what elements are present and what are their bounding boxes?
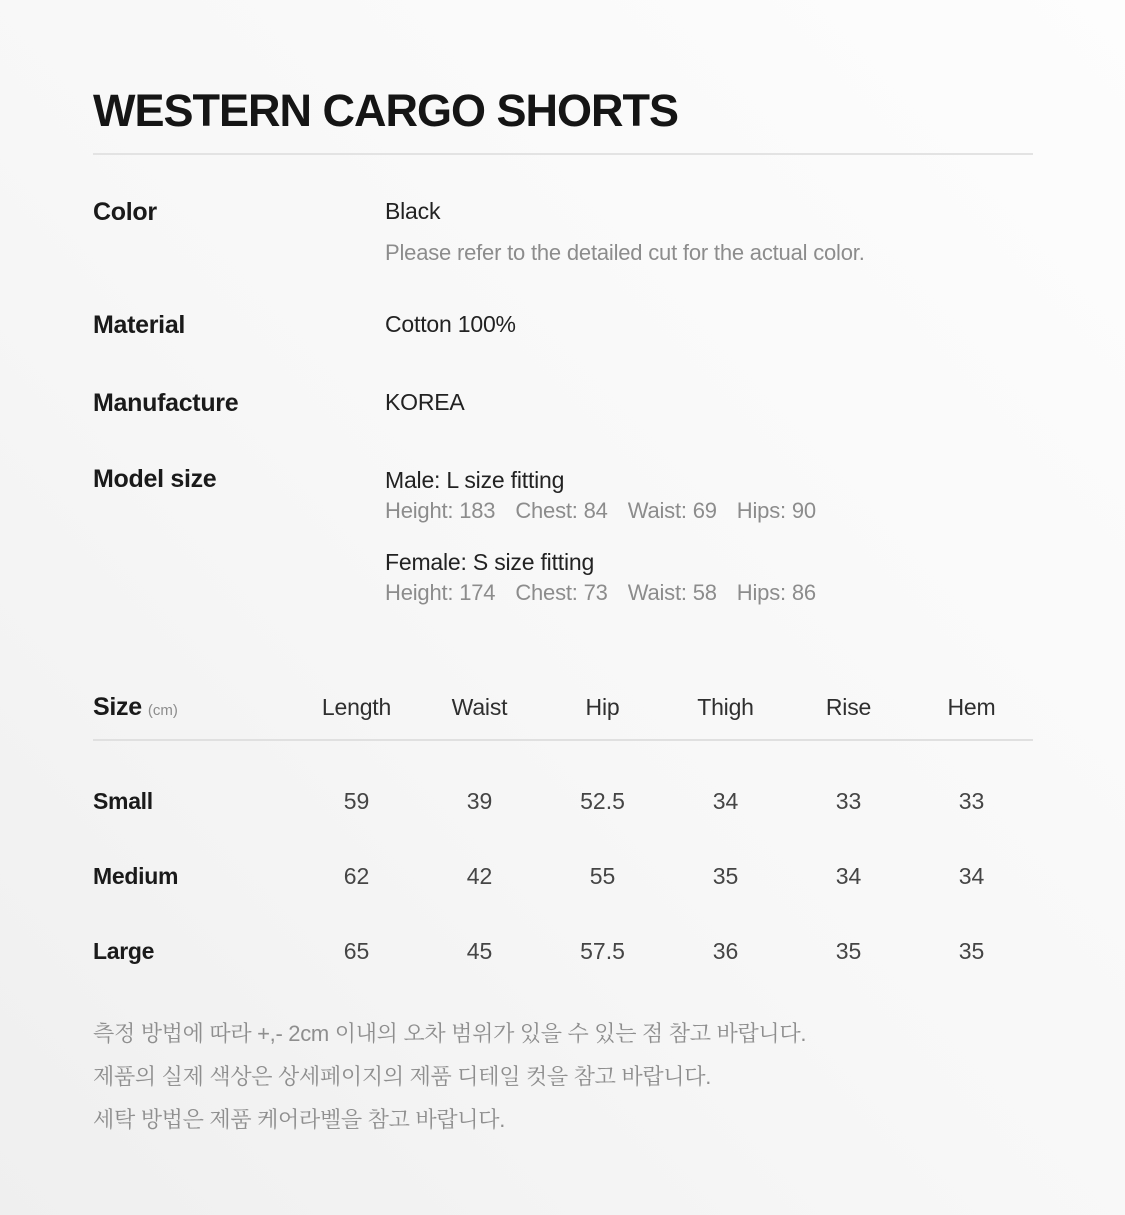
table-row-medium xyxy=(93,862,1033,890)
color-value-group xyxy=(385,197,1033,266)
male-measurements xyxy=(385,496,1033,526)
medium-hip: 55 xyxy=(589,863,616,889)
title-divider xyxy=(93,153,1033,155)
male-model-block xyxy=(385,464,1033,526)
medium-waist: 42 xyxy=(466,863,493,889)
manufacture-value: KOREA xyxy=(385,389,465,415)
large-rise: 35 xyxy=(835,938,862,964)
manufacture-label: Manufacture xyxy=(93,389,239,417)
medium-length: 62 xyxy=(343,863,370,889)
material-label: Material xyxy=(93,311,186,339)
male-fitting: Male: L size fitting xyxy=(385,467,565,493)
female-fitting: Female: S size fitting xyxy=(385,549,595,575)
female-waist: Waist: 58 xyxy=(627,580,717,605)
footnote-measurement-tolerance: 측정 방법에 따라 +,- 2cm 이내의 오차 범위가 있을 수 있는 점 참고 바랍니다. xyxy=(93,1021,807,1046)
size-unit-label: (cm) xyxy=(147,702,178,719)
male-height: Height: 183 xyxy=(385,498,496,523)
detail-row-model-size xyxy=(93,464,1033,608)
medium-thigh: 35 xyxy=(712,863,739,889)
column-header-thigh: Thigh xyxy=(697,694,754,720)
medium-hem: 34 xyxy=(958,863,985,889)
detail-row-manufacture xyxy=(93,388,1033,418)
page-title: WESTERN CARGO SHORTS xyxy=(93,85,679,136)
size-label: Size xyxy=(93,693,142,721)
small-waist: 39 xyxy=(466,788,493,814)
male-waist: Waist: 69 xyxy=(627,498,717,523)
row-label-large: Large xyxy=(93,938,155,964)
small-length: 59 xyxy=(343,788,370,814)
small-hip: 52.5 xyxy=(580,788,625,814)
large-waist: 45 xyxy=(466,938,493,964)
column-header-waist: Waist xyxy=(451,694,508,720)
size-table-title xyxy=(93,692,295,726)
row-label-small: Small xyxy=(93,788,153,814)
table-row-large xyxy=(93,937,1033,965)
large-hem: 35 xyxy=(958,938,985,964)
size-table-divider xyxy=(93,739,1033,741)
footnote-actual-color: 제품의 실제 색상은 상세페이지의 제품 디테일 컷을 참고 바랍니다. xyxy=(93,1064,712,1089)
male-hips: Hips: 90 xyxy=(736,498,816,523)
large-thigh: 36 xyxy=(712,938,739,964)
footnote-care-label: 세탁 방법은 제품 케어라벨을 참고 바랍니다. xyxy=(93,1107,506,1132)
column-header-hem: Hem xyxy=(947,694,996,720)
medium-rise: 34 xyxy=(835,863,862,889)
detail-row-color xyxy=(93,197,1033,266)
color-label: Color xyxy=(93,198,157,226)
model-size-group xyxy=(385,464,1033,608)
color-note: Please refer to the detailed cut for the actual color. xyxy=(385,240,865,265)
column-header-length: Length xyxy=(321,694,392,720)
column-header-hip: Hip xyxy=(585,694,620,720)
male-chest: Chest: 84 xyxy=(515,498,608,523)
female-hips: Hips: 86 xyxy=(736,580,816,605)
size-table-header xyxy=(93,692,1033,726)
row-label-medium: Medium xyxy=(93,863,179,889)
detail-row-material xyxy=(93,310,1033,340)
small-hem: 33 xyxy=(958,788,985,814)
table-row-small xyxy=(93,787,1033,815)
material-value: Cotton 100% xyxy=(385,311,516,337)
column-header-rise: Rise xyxy=(825,694,872,720)
female-height: Height: 174 xyxy=(385,580,496,605)
color-value: Black xyxy=(385,198,441,224)
model-size-label: Model size xyxy=(93,465,217,493)
footnotes xyxy=(93,1012,1033,1141)
small-thigh: 34 xyxy=(712,788,739,814)
small-rise: 33 xyxy=(835,788,862,814)
female-chest: Chest: 73 xyxy=(515,580,608,605)
size-table xyxy=(93,692,1033,965)
female-measurements xyxy=(385,578,1033,608)
female-model-block xyxy=(385,546,1033,608)
large-hip: 57.5 xyxy=(580,938,625,964)
large-length: 65 xyxy=(343,938,370,964)
